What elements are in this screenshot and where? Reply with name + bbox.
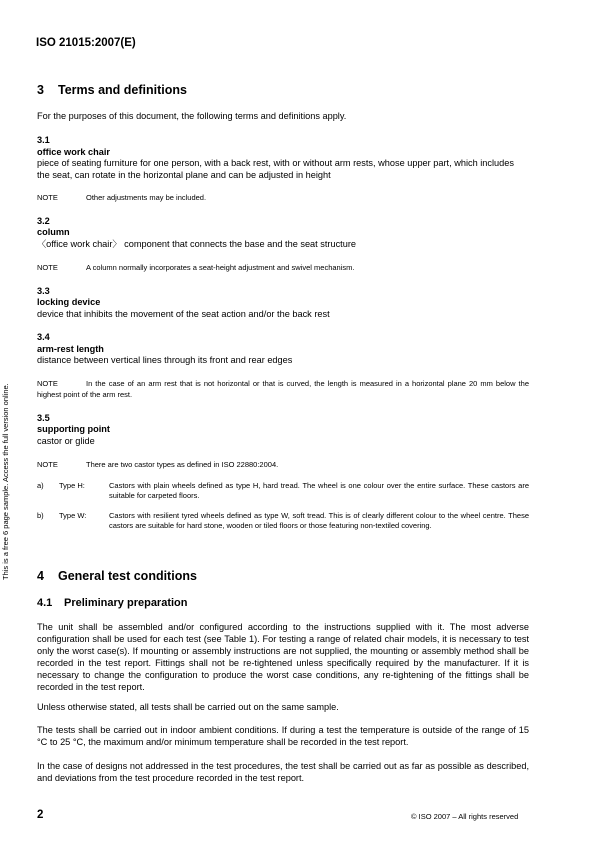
term-definition: castor or glide	[37, 436, 95, 446]
term-definition: piece of seating furniture for one person, with a back rest, with or without arm rests, whose upper part, which includes the seat, can rotate in the horizontal plane and can be adjusted in height	[37, 158, 514, 180]
section-title: Terms and definitions	[58, 83, 187, 97]
note-text: In the case of an arm rest that is not horizontal or that is curved, the length is measured in a horizontal plane 20 mm below the highest point of the arm rest.	[37, 379, 529, 399]
section-3-heading	[37, 83, 187, 97]
section-3-intro: For the purposes of this document, the following terms and definitions apply.	[37, 111, 347, 121]
list-type: Type H:	[59, 481, 85, 490]
term-number: 3.4	[37, 332, 50, 342]
term-number: 3.3	[37, 286, 50, 296]
note-label: NOTE	[37, 263, 58, 272]
term-definition: 〈office work chair〉 component that connects the base and the seat structure	[37, 239, 357, 249]
paragraph: In the case of designs not addressed in the test procedures, the test shall be carried out as far as possible as described, and deviations from the test procedure recorded in the test report.	[37, 761, 529, 783]
section-number: 3	[37, 83, 44, 97]
term-note	[37, 263, 529, 274]
term-name: column	[37, 227, 70, 237]
term-name: supporting point	[37, 424, 110, 434]
note-text: Other adjustments may be included.	[86, 193, 207, 202]
term-name: locking device	[37, 297, 101, 307]
list-type: Type W:	[59, 511, 87, 520]
subsection-4-1-heading	[37, 597, 188, 609]
term-number: 3.2	[37, 216, 50, 226]
section-4-heading	[37, 569, 197, 583]
list-marker: a)	[37, 481, 44, 490]
note-label: NOTE	[37, 193, 58, 202]
list-marker: b)	[37, 511, 44, 520]
term-definition: distance between vertical lines through its front and rear edges	[37, 355, 293, 365]
subsection-title: Preliminary preparation	[64, 597, 188, 609]
copyright-notice: © ISO 2007 – All rights reserved	[411, 812, 519, 821]
term-number: 3.5	[37, 413, 50, 423]
term-note	[37, 460, 529, 471]
list-item	[37, 481, 529, 503]
term-name: arm-rest length	[37, 344, 104, 354]
note-text: There are two castor types as defined in ISO 22880:2004.	[86, 460, 279, 469]
document-header: ISO 21015:2007(E)	[36, 37, 136, 49]
list-text: Castors with resilient tyred wheels defined as type W, soft tread. This is of clearly different colour to the wheel centre. These castors are suitable for hard stone, wooden or tiled floors or those featuring non-textiled covering.	[109, 511, 529, 530]
term-note	[37, 193, 529, 204]
page-number: 2	[37, 809, 44, 821]
section-number: 4	[37, 569, 44, 583]
note-label: NOTE	[37, 460, 58, 469]
paragraph: Unless otherwise stated, all tests shall be carried out on the same sample.	[37, 702, 339, 712]
paragraph: The tests shall be carried out in indoor ambient conditions. If during a test the temperature is outside of the range of 15 °C to 25 °C, the maximum and/or minimum temperature shall be recorded in the test report.	[37, 725, 529, 747]
note-text: A column normally incorporates a seat-height adjustment and swivel mechanism.	[86, 263, 355, 272]
list-item	[37, 511, 529, 543]
term-note	[37, 379, 529, 400]
list-text: Castors with plain wheels defined as type H, hard tread. The wheel is one colour over the entire surface. These castors are suitable for carpeted floors.	[109, 481, 529, 500]
subsection-number: 4.1	[37, 597, 53, 609]
side-watermark-text: This is a free 6 page sample. Access the full version online.	[1, 383, 10, 580]
term-name: office work chair	[37, 147, 111, 157]
term-number: 3.1	[37, 135, 50, 145]
term-definition: device that inhibits the movement of the seat action and/or the back rest	[37, 309, 330, 319]
note-label: NOTE	[37, 379, 58, 388]
paragraph: The unit shall be assembled and/or configured according to the instructions supplied with it. The most adverse configuration shall be used for each test (see Table 1). For testing a range of related chair models, it is necessary to test only the worst case(s). If mounting or assembly instructions are not supplied, the mounting or assembly method shall be recorded in the test report. Fittings shall not be re-tightened unless specifically required by the manufacturer. If it is necessary to change the configuration to produce the worst case conditions, any re-tightening of the fittings shall be recorded in the test report.	[37, 622, 529, 692]
section-title: General test conditions	[58, 569, 197, 583]
